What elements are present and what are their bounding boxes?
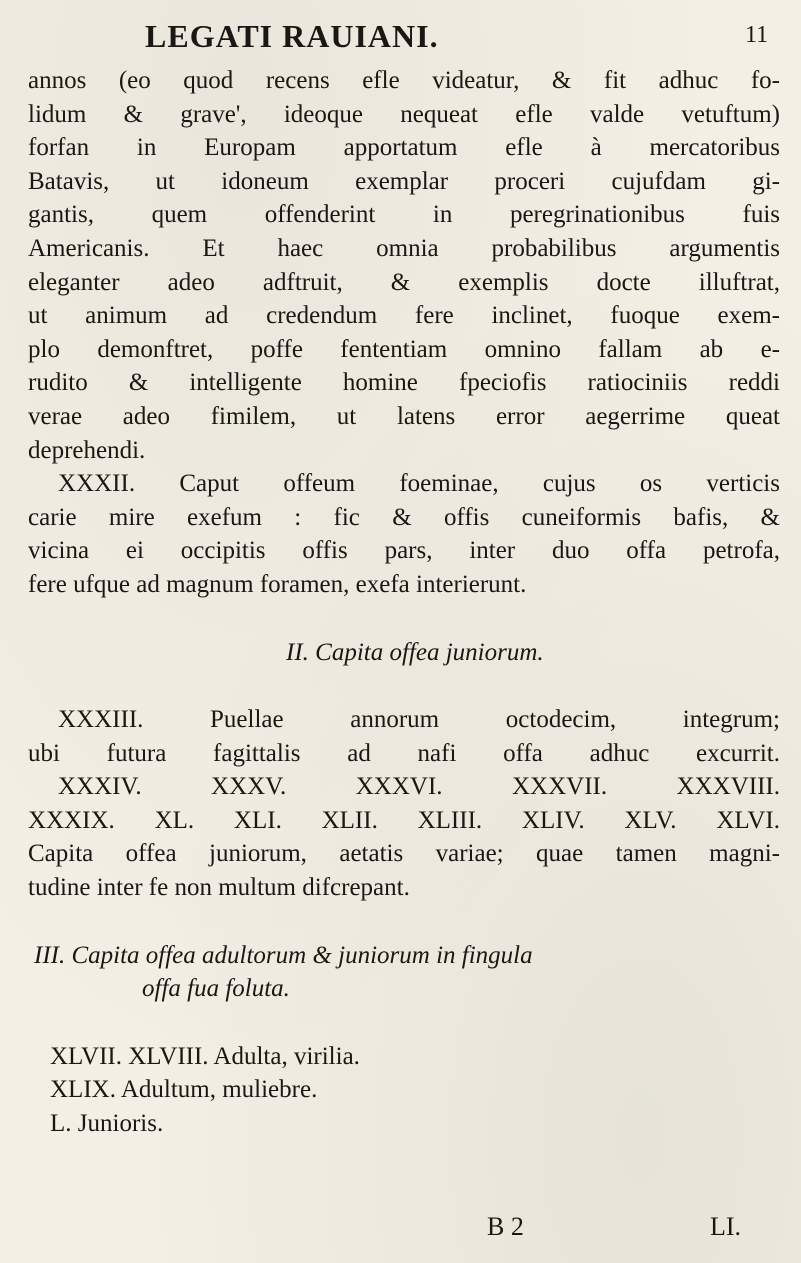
section-heading-iii <box>28 939 780 1006</box>
text-line: XXXIII. Puellae annorum octodecim, integrum; <box>58 706 780 734</box>
text-line: rudito & intelligente homine fpeciofis ratiociniis reddi <box>28 369 780 397</box>
paragraph-items-xlvii-l <box>28 1040 780 1141</box>
page-number: 11 <box>745 22 769 48</box>
page-footer <box>0 1212 801 1248</box>
text-line: plo demonftret, poffe fententiam omnino fallam ab e- <box>28 335 780 363</box>
text-line: XLVII. XLVIII. Adulta, virilia. <box>50 1042 360 1070</box>
text-line: ut animum ad credendum fere inclinet, fuoque exem- <box>28 302 780 330</box>
paragraph-items-xxxiii-xlvi <box>28 703 780 905</box>
text-line: fere ufque ad magnum foramen, exefa interierunt. <box>28 570 527 598</box>
catchword: LI. <box>710 1212 742 1241</box>
spacer <box>28 602 780 636</box>
paragraph-item-xxxii <box>28 467 780 601</box>
spacer <box>28 1006 780 1040</box>
signature-mark: B 2 <box>487 1212 524 1241</box>
section-heading-ii: II. Capita offea juniorum. <box>286 638 544 666</box>
text-line: Capita offea juniorum, aetatis variae; quae tamen magni- <box>28 840 780 868</box>
text-line: XXXIV. XXXV. XXXVI. XXXVII. XXXVIII. <box>58 773 780 801</box>
spacer <box>28 669 780 703</box>
text-line: eleganter adeo adftruit, & exemplis docte illuftrat, <box>28 268 780 296</box>
text-line: tudine inter fe non multum difcrepant. <box>28 874 410 902</box>
running-head <box>0 18 801 58</box>
text-line: gantis, quem offenderint in peregrinationibus fuis <box>28 201 780 229</box>
text-line: XXXIX. XL. XLI. XLII. XLIII. XLIV. XLV. XLVI. <box>28 806 780 834</box>
text-line: L. Junioris. <box>50 1110 164 1138</box>
text-line: verae adeo fimilem, ut latens error aegerrime queat <box>28 402 780 430</box>
text-line: annos (eo quod recens efle videatur, & fit adhuc fo- <box>28 67 780 94</box>
text-line: Americanis. Et haec omnia probabilibus argumentis <box>28 234 780 262</box>
paragraph-giant-skull <box>28 64 780 467</box>
text-line: ubi futura fagittalis ad nafi offa adhuc excurrit. <box>28 739 780 767</box>
section-heading-line: III. Capita offea adultorum & juniorum in fingula <box>34 941 533 969</box>
text-line: deprehendi. <box>28 436 146 464</box>
running-title: LEGATI RAUIANI. <box>145 18 439 54</box>
text-line: XLIX. Adultum, muliebre. <box>50 1076 318 1104</box>
text-line: XXXII. Caput offeum foeminae, cujus os verticis <box>58 470 780 498</box>
text-line: vicina ei occipitis offis pars, inter duo offa petrofa, <box>28 537 780 565</box>
text-line: forfan in Europam apportatum efle à mercatoribus <box>28 134 780 162</box>
text-line: Batavis, ut idoneum exemplar proceri cujufdam gi- <box>28 167 780 195</box>
page-body <box>28 64 780 1141</box>
spacer <box>28 905 780 939</box>
text-line: lidum & grave', ideoque nequeat efle valde vetuftum) <box>28 100 780 128</box>
text-line: carie mire exefum : fic & offis cuneiformis bafis, & <box>28 503 780 531</box>
section-heading-line: offa fua foluta. <box>142 975 290 1003</box>
